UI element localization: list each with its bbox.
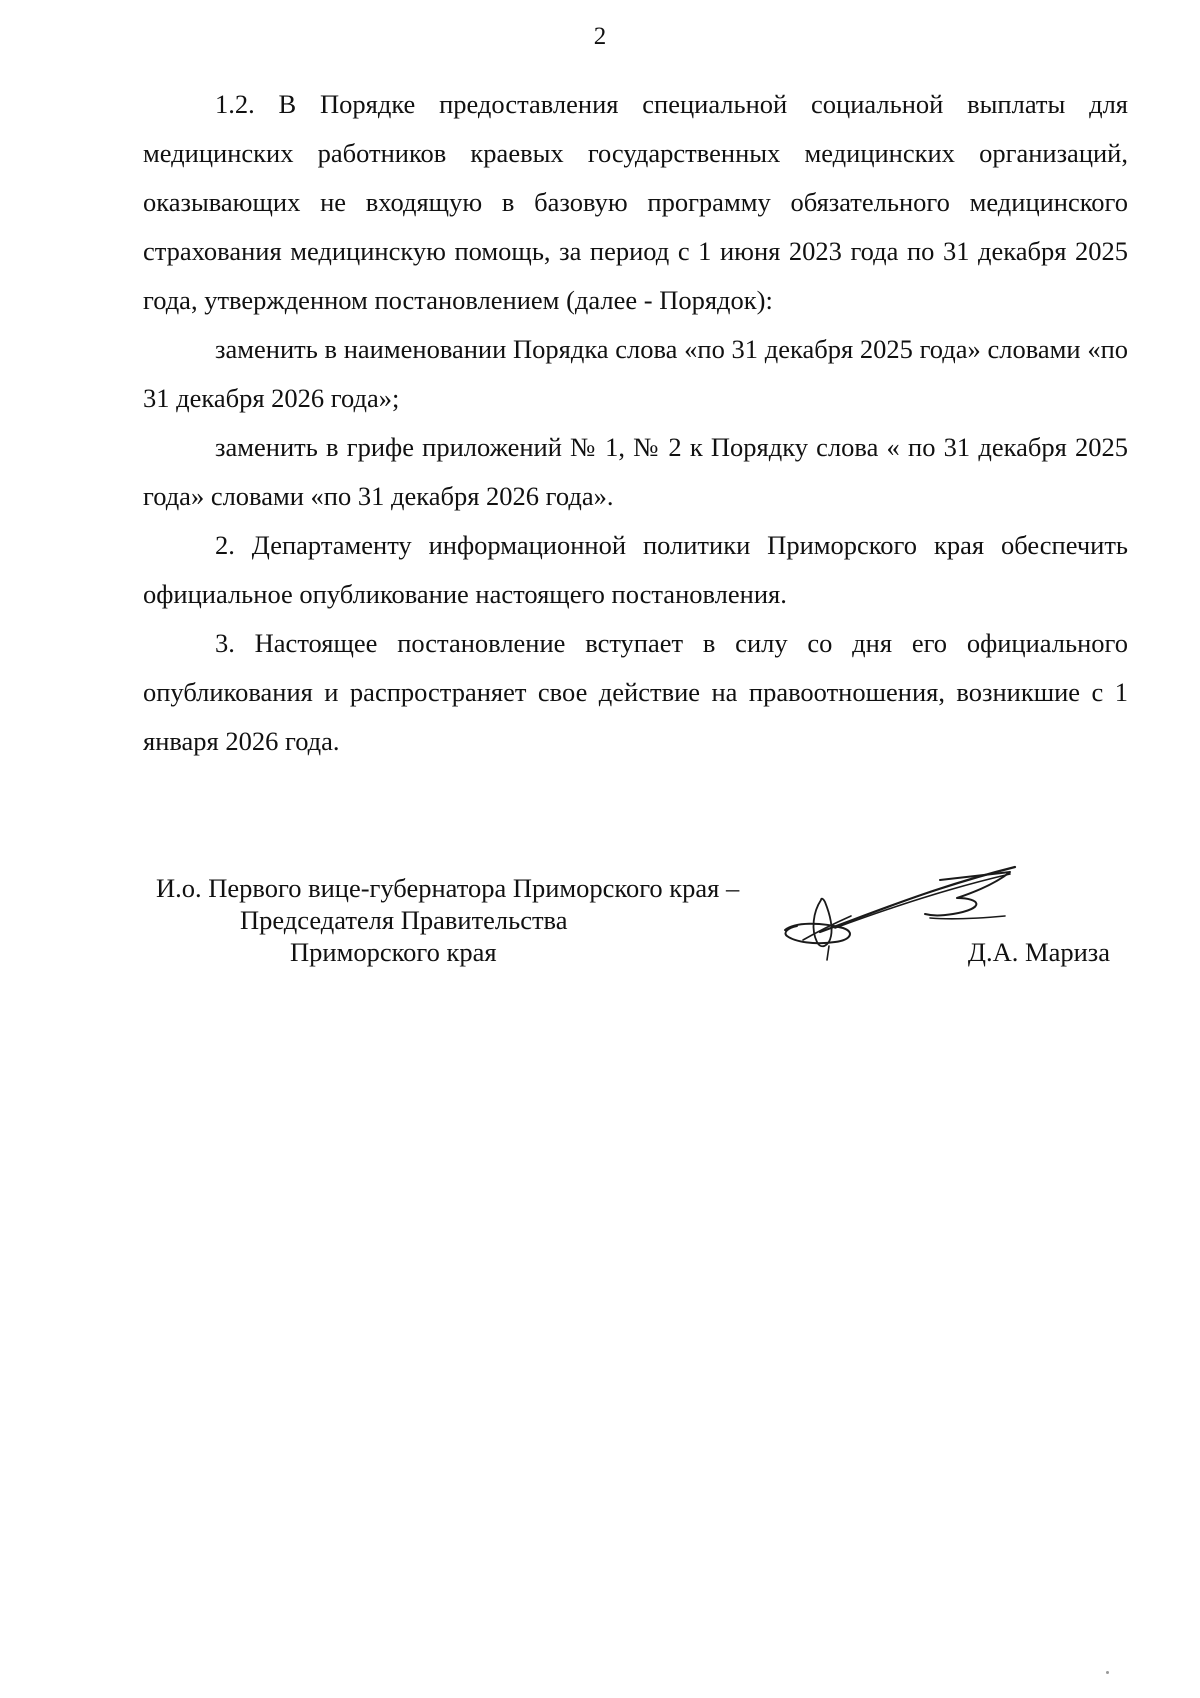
signatory-position-line-2: Председателя Правительства — [240, 905, 568, 935]
scan-speck — [1106, 1671, 1109, 1674]
signatory-name: Д.А. Мариза — [967, 937, 1110, 967]
page-number: 2 — [593, 23, 607, 50]
signatory-position-line-3: Приморского края — [290, 937, 497, 967]
signatory-position-line-1: И.о. Первого вице-губернатора Приморского края – — [156, 873, 740, 903]
document-body — [143, 80, 1128, 766]
paragraph-3: 3. Настоящее постановление вступает в силу со дня его официального опубликования и распространяет свое действие на правоотношения, возникшие с 1 января 2026 года. — [143, 628, 1128, 756]
paragraph-1-2: 1.2. В Порядке предоставления специальной социальной выплаты для медицинских работников краевых государственных медицинских организаций, оказывающих не входящую в базовую программу обязательного медицинского страхования медицинскую помощь, за период с 1 июня 2023 года по 31 декабря 2025 года, утвержденном постановлением (далее - Порядок): — [143, 89, 1128, 315]
paragraph-2: 2. Департаменту информационной политики Приморского края обеспечить официальное опубликование настоящего постановления. — [143, 530, 1128, 609]
paragraph-replace-title: заменить в наименовании Порядка слова «по 31 декабря 2025 года» словами «по 31 декабря 2026 года»; — [143, 334, 1128, 413]
paragraph-replace-stamp: заменить в грифе приложений № 1, № 2 к Порядку слова « по 31 декабря 2025 года» словами «по 31 декабря 2026 года». — [143, 432, 1128, 511]
signature-block — [150, 872, 1110, 982]
